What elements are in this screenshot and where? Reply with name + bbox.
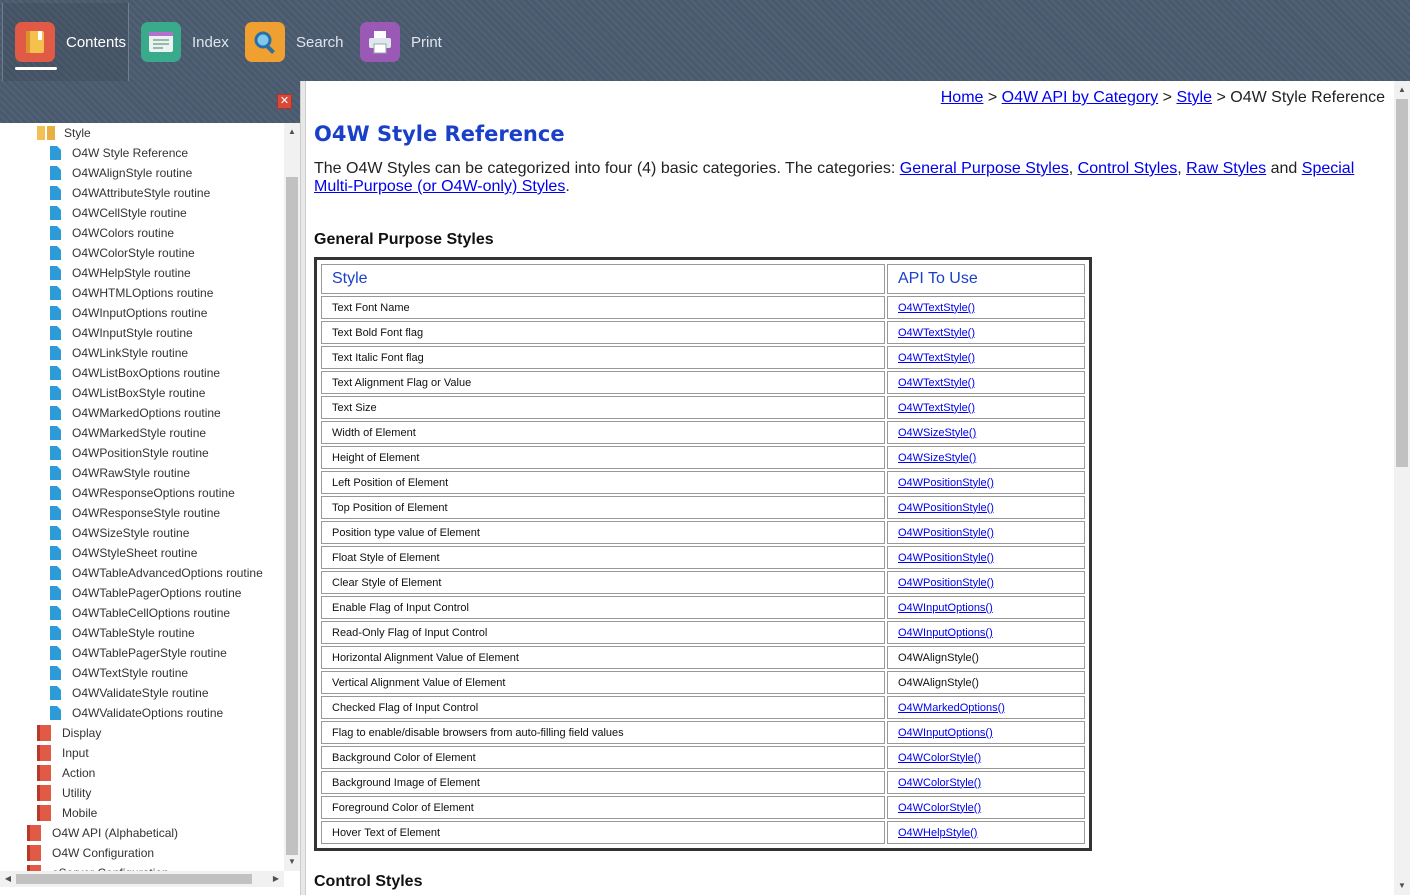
api-cell: [887, 821, 1085, 844]
toc-tree: [0, 123, 284, 871]
content-vertical-scrollbar[interactable]: [1394, 81, 1410, 895]
tree-item-topic[interactable]: [50, 543, 197, 563]
api-cell: [887, 471, 1085, 494]
tree-item-label: O4WTableCellOptions routine: [72, 606, 231, 620]
tree-folder-style[interactable]: [37, 123, 91, 143]
printer-icon: [360, 22, 400, 62]
style-cell: Text Alignment Flag or Value: [321, 371, 885, 394]
table-row: [321, 621, 1085, 644]
style-cell: Position type value of Element: [321, 521, 885, 544]
api-link[interactable]: O4WSizeStyle(): [898, 426, 977, 439]
table-row: [321, 821, 1085, 844]
tree-item-topic[interactable]: [50, 583, 241, 603]
api-cell: O4WAlignStyle(): [887, 646, 1085, 669]
tree-item-label: O4WSizeStyle routine: [72, 526, 190, 540]
document-icon: [50, 346, 61, 360]
tree-folder[interactable]: [37, 743, 89, 763]
section-heading-general: General Purpose Styles: [314, 231, 494, 248]
api-cell: [887, 346, 1085, 369]
style-cell: Vertical Alignment Value of Element: [321, 671, 885, 694]
document-icon: [50, 246, 61, 260]
table-row: [321, 671, 1085, 694]
document-icon: [50, 286, 61, 300]
open-book-icon: [37, 126, 55, 140]
style-cell: Foreground Color of Element: [321, 796, 885, 819]
api-link[interactable]: O4WPositionStyle(): [898, 526, 994, 539]
document-icon: [50, 666, 61, 680]
document-icon: [50, 646, 61, 660]
tree-item-topic[interactable]: [50, 643, 227, 663]
api-link[interactable]: O4WPositionStyle(): [898, 551, 994, 564]
style-cell: Float Style of Element: [321, 546, 885, 569]
intro-text: The O4W Styles can be categorized into four (4) basic categories. The categories:: [314, 160, 900, 177]
api-link[interactable]: O4WTextStyle(): [898, 376, 976, 389]
api-link[interactable]: O4WInputOptions(): [898, 626, 993, 639]
book-icon: [37, 725, 51, 741]
tree-item-topic[interactable]: [50, 203, 187, 223]
api-cell: [887, 496, 1085, 519]
search-label: Search: [296, 33, 344, 51]
style-cell: Read-Only Flag of Input Control: [321, 621, 885, 644]
table-row: [321, 696, 1085, 719]
tree-item-topic[interactable]: [50, 343, 188, 363]
tree-item-topic[interactable]: [50, 423, 206, 443]
tree-item-topic[interactable]: [50, 363, 220, 383]
document-icon: [50, 166, 61, 180]
book-icon: [37, 785, 51, 801]
api-cell: [887, 421, 1085, 444]
api-cell: [887, 396, 1085, 419]
api-link[interactable]: O4WTextStyle(): [898, 351, 976, 364]
tree-item-label: O4WTablePagerOptions routine: [72, 586, 242, 600]
api-link[interactable]: O4WMarkedOptions(): [898, 701, 1005, 714]
style-cell: Height of Element: [321, 446, 885, 469]
scrollbar-thumb[interactable]: [16, 874, 252, 884]
tree-item-topic[interactable]: [50, 683, 209, 703]
contents-label: Contents: [66, 33, 127, 51]
tree-item-topic[interactable]: [50, 603, 230, 623]
tree-item-topic[interactable]: [50, 303, 207, 323]
tree-item-label: O4WMarkedOptions routine: [72, 406, 221, 420]
document-icon: [50, 226, 61, 240]
api-link[interactable]: O4WPositionStyle(): [898, 476, 994, 489]
table-row: [321, 296, 1085, 319]
tree-item-label: Display: [62, 726, 102, 740]
tree-item-topic[interactable]: [50, 243, 195, 263]
tree-item-label: O4WColorStyle routine: [72, 246, 195, 260]
active-tab-indicator: [15, 67, 57, 70]
toc-pane: [0, 81, 300, 895]
section-heading-control: Control Styles: [314, 873, 423, 890]
style-cell: Text Size: [321, 396, 885, 419]
tree-item-label: O4WRawStyle routine: [72, 466, 191, 480]
tree-item-label: O4WResponseOptions routine: [72, 486, 235, 500]
api-cell: [887, 596, 1085, 619]
tree-item-label: O4W Style Reference: [72, 146, 189, 160]
api-link[interactable]: O4WColorStyle(): [898, 776, 982, 789]
tree-item-topic[interactable]: [50, 463, 190, 483]
api-cell: [887, 621, 1085, 644]
style-cell: Checked Flag of Input Control: [321, 696, 885, 719]
table-row: [321, 796, 1085, 819]
tree-item-topic[interactable]: [50, 403, 221, 423]
breadcrumb-category-link[interactable]: O4W API by Category: [1001, 89, 1159, 106]
api-cell: [887, 746, 1085, 769]
tree-item-label: O4WAlignStyle routine: [72, 166, 193, 180]
table-row: [321, 471, 1085, 494]
intro-paragraph: The O4W Styles can be categorized into four (4) basic categories. The categories: General Purpose Styles, Control Styles, Raw Styles and Special Multi-Purpose (or O4W-only) Styles.: [314, 160, 1355, 195]
style-cell: Flag to enable/disable browsers from auto-filling field values: [321, 721, 885, 744]
column-header-style: Style: [321, 264, 885, 294]
style-cell: Left Position of Element: [321, 471, 885, 494]
tree-item-label: O4WHTMLOptions routine: [72, 286, 214, 300]
print-label: Print: [411, 33, 442, 51]
api-link[interactable]: O4WSizeStyle(): [898, 451, 977, 464]
tree-item-label: Style: [64, 126, 91, 140]
tree-item-label: O4WListBoxStyle routine: [72, 386, 206, 400]
table-row: [321, 596, 1085, 619]
scrollbar-thumb[interactable]: [1396, 99, 1408, 467]
tree-item-label: O4WInputStyle routine: [72, 326, 193, 340]
api-cell: [887, 571, 1085, 594]
scroll-down-arrow-icon[interactable]: ▼: [1398, 881, 1406, 890]
style-cell: Hover Text of Element: [321, 821, 885, 844]
toc-horizontal-scrollbar[interactable]: [0, 871, 284, 887]
api-link[interactable]: O4WInputOptions(): [898, 726, 993, 739]
tree-item-label: O4WValidateStyle routine: [72, 686, 209, 700]
scroll-down-arrow-icon[interactable]: ▼: [288, 857, 296, 866]
document-icon: [50, 406, 61, 420]
document-icon: [50, 206, 61, 220]
table-row: [321, 421, 1085, 444]
api-link[interactable]: O4WTextStyle(): [898, 301, 976, 314]
api-cell: [887, 371, 1085, 394]
document-icon: [50, 306, 61, 320]
style-cell: Enable Flag of Input Control: [321, 596, 885, 619]
tree-item-label: Action: [62, 766, 96, 780]
api-cell: [887, 296, 1085, 319]
table-row: [321, 721, 1085, 744]
document-icon: [50, 426, 61, 440]
api-link[interactable]: O4WTextStyle(): [898, 401, 976, 414]
api-cell: [887, 321, 1085, 344]
index-icon: [141, 22, 181, 62]
tree-item-label: Utility: [62, 786, 92, 800]
toc-header: [0, 81, 300, 123]
breadcrumb-separator: >: [987, 89, 998, 106]
table-header-row: [321, 264, 1085, 294]
tree-folder[interactable]: [37, 803, 97, 823]
tree-folder[interactable]: [27, 823, 178, 843]
tree-item-label: Input: [62, 746, 89, 760]
tree-folder[interactable]: [27, 843, 154, 863]
tree-item-label: O4WTextStyle routine: [72, 666, 189, 680]
tree-item-label: O4WAttributeStyle routine: [72, 186, 211, 200]
book-icon: [27, 845, 41, 861]
tree-item-label: O4WResponseStyle routine: [72, 506, 221, 520]
breadcrumb-separator: >: [1162, 89, 1172, 106]
control-styles-link[interactable]: Control Styles: [1077, 160, 1178, 177]
contents-button[interactable]: [2, 3, 129, 81]
api-cell: [887, 771, 1085, 794]
scroll-up-arrow-icon[interactable]: ▲: [1398, 85, 1406, 94]
tree-item-topic[interactable]: [50, 383, 205, 403]
table-row: [321, 446, 1085, 469]
table-row: [321, 646, 1085, 669]
breadcrumb-current: O4W Style Reference: [1230, 89, 1385, 106]
document-icon: [50, 686, 61, 700]
scrollbar-thumb[interactable]: [286, 177, 298, 855]
style-cell: Text Bold Font flag: [321, 321, 885, 344]
column-header-api: API To Use: [887, 264, 1085, 294]
tree-item-topic[interactable]: [50, 163, 192, 183]
tree-item-label: O4WTablePagerStyle routine: [72, 646, 227, 660]
table-row: [321, 571, 1085, 594]
tree-folder[interactable]: [37, 763, 95, 783]
book-icon: [37, 745, 51, 761]
tree-item-topic[interactable]: [50, 323, 193, 343]
document-icon: [50, 466, 61, 480]
print-button[interactable]: [360, 3, 442, 81]
tree-item-label: O4WTableStyle routine: [72, 626, 195, 640]
tree-item-label: O4WStyleSheet routine: [72, 546, 198, 560]
search-icon: [245, 22, 285, 62]
breadcrumb-style-link[interactable]: Style: [1176, 89, 1213, 106]
api-link[interactable]: O4WHelpStyle(): [898, 826, 978, 839]
style-cell: Text Italic Font flag: [321, 346, 885, 369]
api-link[interactable]: O4WPositionStyle(): [898, 576, 994, 589]
tree-item-topic[interactable]: [50, 183, 210, 203]
api-link[interactable]: O4WColorStyle(): [898, 751, 982, 764]
document-icon: [50, 626, 61, 640]
style-cell: Top Position of Element: [321, 496, 885, 519]
style-cell: Background Color of Element: [321, 746, 885, 769]
document-icon: [50, 566, 61, 580]
table-row: [321, 521, 1085, 544]
tree-item-label: O4WPositionStyle routine: [72, 446, 209, 460]
table-row: [321, 346, 1085, 369]
tree-item-topic[interactable]: [50, 223, 174, 243]
tree-item-topic[interactable]: [50, 143, 188, 163]
breadcrumb-separator: >: [1216, 89, 1226, 106]
api-cell: [887, 446, 1085, 469]
general-purpose-styles-link[interactable]: General Purpose Styles: [899, 160, 1069, 177]
document-icon: [50, 526, 61, 540]
document-icon: [50, 506, 61, 520]
api-cell: [887, 546, 1085, 569]
tree-item-label: O4WMarkedStyle routine: [72, 426, 207, 440]
api-cell: [887, 796, 1085, 819]
api-cell: O4WAlignStyle(): [887, 671, 1085, 694]
table-row: [321, 321, 1085, 344]
content-pane: [306, 81, 1394, 895]
style-cell: Background Image of Element: [321, 771, 885, 794]
tree-item-topic[interactable]: [50, 283, 213, 303]
document-icon: [50, 706, 61, 720]
style-cell: Horizontal Alignment Value of Element: [321, 646, 885, 669]
tree-item-topic[interactable]: [50, 563, 263, 583]
tree-item-topic[interactable]: [50, 503, 220, 523]
document-icon: [50, 386, 61, 400]
api-link[interactable]: O4WPositionStyle(): [898, 501, 994, 514]
document-icon: [50, 486, 61, 500]
tree-item-topic[interactable]: [50, 523, 189, 543]
tree-item-topic[interactable]: [50, 443, 209, 463]
scroll-left-arrow-icon[interactable]: ◀: [4, 874, 12, 883]
book-icon: [37, 765, 51, 781]
table-row: [321, 746, 1085, 769]
toolbar: [0, 0, 1410, 81]
api-cell: [887, 696, 1085, 719]
document-icon: [50, 186, 61, 200]
tree-item-label: O4WHelpStyle routine: [72, 266, 191, 280]
tree-item-label: Mobile: [62, 806, 98, 820]
table-row: [321, 771, 1085, 794]
document-icon: [50, 266, 61, 280]
tree-item-label: O4WValidateOptions routine: [72, 706, 224, 720]
tree-folder[interactable]: [37, 783, 91, 803]
tree-item-label: O4W API (Alphabetical): [52, 826, 179, 840]
page-title: O4W Style Reference: [314, 122, 565, 146]
tree-item-label: O4WTableAdvancedOptions routine: [72, 566, 263, 580]
tree-item-label: O4WInputOptions routine: [72, 306, 208, 320]
tree-item-topic[interactable]: [50, 623, 195, 643]
special-styles-link[interactable]: Special Multi-Purpose (or O4W-only) Styles: [314, 160, 1355, 195]
tree-item-topic[interactable]: [50, 263, 191, 283]
table-row: [321, 371, 1085, 394]
document-icon: [50, 446, 61, 460]
document-icon: [50, 146, 61, 160]
api-link[interactable]: O4WInputOptions(): [898, 601, 993, 614]
table-row: [321, 496, 1085, 519]
table-row: [321, 396, 1085, 419]
scroll-up-arrow-icon[interactable]: ▲: [288, 127, 296, 136]
index-label: Index: [192, 33, 229, 51]
close-icon[interactable]: ✕: [277, 94, 292, 109]
document-icon: [50, 326, 61, 340]
breadcrumb: [941, 89, 1385, 107]
tree-item-label: O4WLinkStyle routine: [72, 346, 189, 360]
tree-item-label: O4W Configuration: [52, 846, 155, 860]
api-cell: [887, 721, 1085, 744]
book-icon: [27, 825, 41, 841]
toc-vertical-scrollbar[interactable]: [284, 123, 300, 871]
tree-item-label: O4WCellStyle routine: [72, 206, 187, 220]
document-icon: [50, 586, 61, 600]
document-icon: [50, 606, 61, 620]
tree-item-topic[interactable]: [50, 703, 223, 723]
tree-item-label: O4WListBoxOptions routine: [72, 366, 221, 380]
style-cell: Width of Element: [321, 421, 885, 444]
style-cell: Text Font Name: [321, 296, 885, 319]
general-styles-table: [314, 257, 1092, 851]
and-text: and: [1266, 160, 1302, 177]
breadcrumb-home-link[interactable]: Home: [940, 89, 984, 106]
tree-item-label: O4WColors routine: [72, 226, 175, 240]
index-button[interactable]: [141, 3, 229, 81]
table-row: [321, 546, 1085, 569]
api-link[interactable]: O4WTextStyle(): [898, 326, 976, 339]
document-icon: [50, 366, 61, 380]
tree-folder[interactable]: [37, 723, 101, 743]
api-link[interactable]: O4WColorStyle(): [898, 801, 982, 814]
document-icon: [50, 546, 61, 560]
raw-styles-link[interactable]: Raw Styles: [1186, 160, 1267, 177]
scroll-right-arrow-icon[interactable]: ▶: [272, 874, 280, 883]
tree-item-topic[interactable]: [50, 483, 235, 503]
tree-item-topic[interactable]: [50, 663, 188, 683]
search-button[interactable]: [245, 3, 344, 81]
style-cell: Clear Style of Element: [321, 571, 885, 594]
book-icon: [15, 22, 55, 62]
book-icon: [37, 805, 51, 821]
api-cell: [887, 521, 1085, 544]
